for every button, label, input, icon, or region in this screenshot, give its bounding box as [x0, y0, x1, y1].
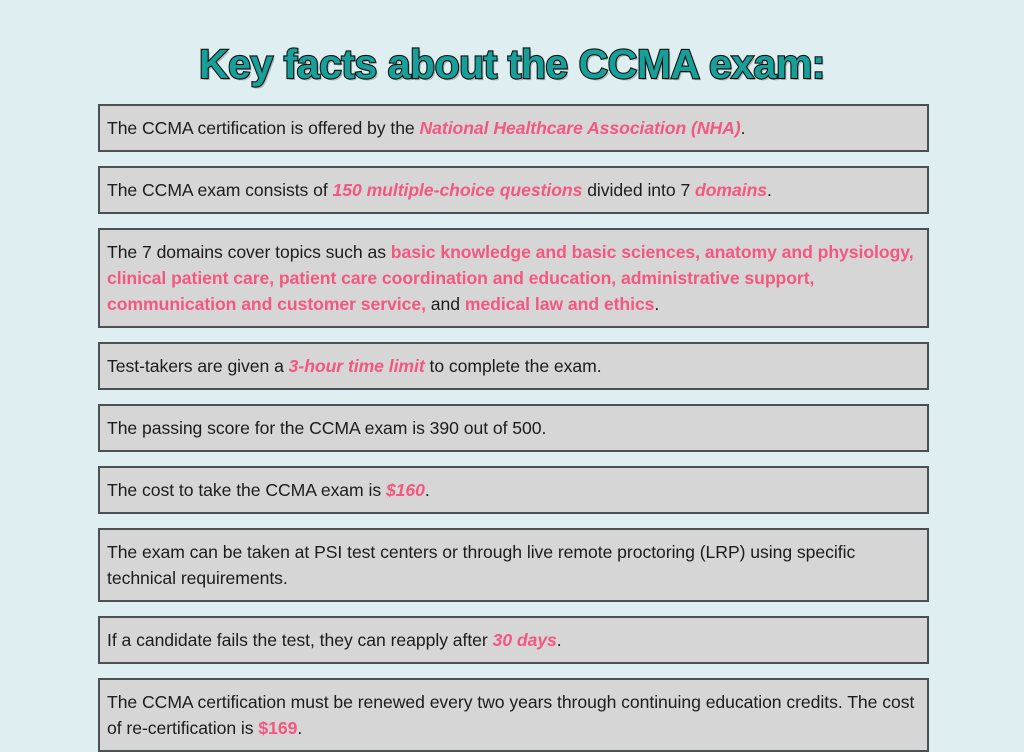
fact-text: Test-takers are given a: [107, 356, 289, 377]
fact-text: The cost to take the CCMA exam is: [107, 480, 386, 501]
fact-time-limit: [98, 342, 929, 390]
fact-highlight: $169: [258, 718, 298, 739]
fact-text: The exam can be taken at PSI test centers or through live remote proctoring (LRP) using specific technical requirements.: [107, 542, 856, 589]
fact-question-count: [98, 166, 929, 214]
fact-highlight: National Healthcare Association (NHA): [419, 118, 741, 138]
fact-highlight: 30 days: [492, 630, 557, 651]
page-title: Key facts about the CCMA exam:: [199, 41, 825, 87]
fact-text: to complete the exam.: [424, 356, 602, 377]
fact-text: .: [424, 480, 430, 501]
fact-text: .: [654, 294, 660, 315]
fact-text: .: [297, 718, 303, 739]
fact-list: [98, 104, 929, 752]
fact-testing-locations: [98, 528, 929, 602]
fact-highlight: domains: [695, 180, 768, 201]
fact-text: The 7 domains cover topics such as: [107, 242, 391, 263]
fact-retake-window: [98, 616, 929, 664]
fact-domain-topics: [98, 228, 929, 328]
fact-highlight: medical law and ethics: [464, 294, 655, 315]
fact-text: .: [767, 180, 772, 201]
fact-text: The CCMA exam consists of: [107, 180, 333, 201]
fact-highlight: basic knowledge and basic sciences, anatomy and physiology, clinical patient care, patient care coordination and education, administrative support, communication and customer service,: [107, 242, 914, 315]
fact-text: .: [740, 118, 746, 138]
fact-text: and: [425, 294, 465, 315]
fact-text: The CCMA certification must be renewed every two years through continuing education credits. The cost of re-certification is: [107, 692, 915, 739]
fact-text: The passing score for the CCMA exam is 390 out of 500.: [107, 418, 547, 439]
fact-highlight: 150 multiple-choice questions: [332, 180, 583, 201]
fact-passing-score: [98, 404, 929, 452]
fact-recertification: [98, 678, 929, 752]
fact-highlight: 3-hour time limit: [288, 356, 425, 377]
fact-highlight: $160: [385, 480, 425, 501]
fact-text: The CCMA certification is offered by the: [107, 118, 420, 138]
fact-text: .: [556, 630, 562, 651]
fact-exam-cost: [98, 466, 929, 514]
fact-offered-by: [98, 104, 929, 152]
fact-text: If a candidate fails the test, they can reapply after: [107, 630, 493, 651]
fact-text: divided into 7: [582, 180, 696, 201]
